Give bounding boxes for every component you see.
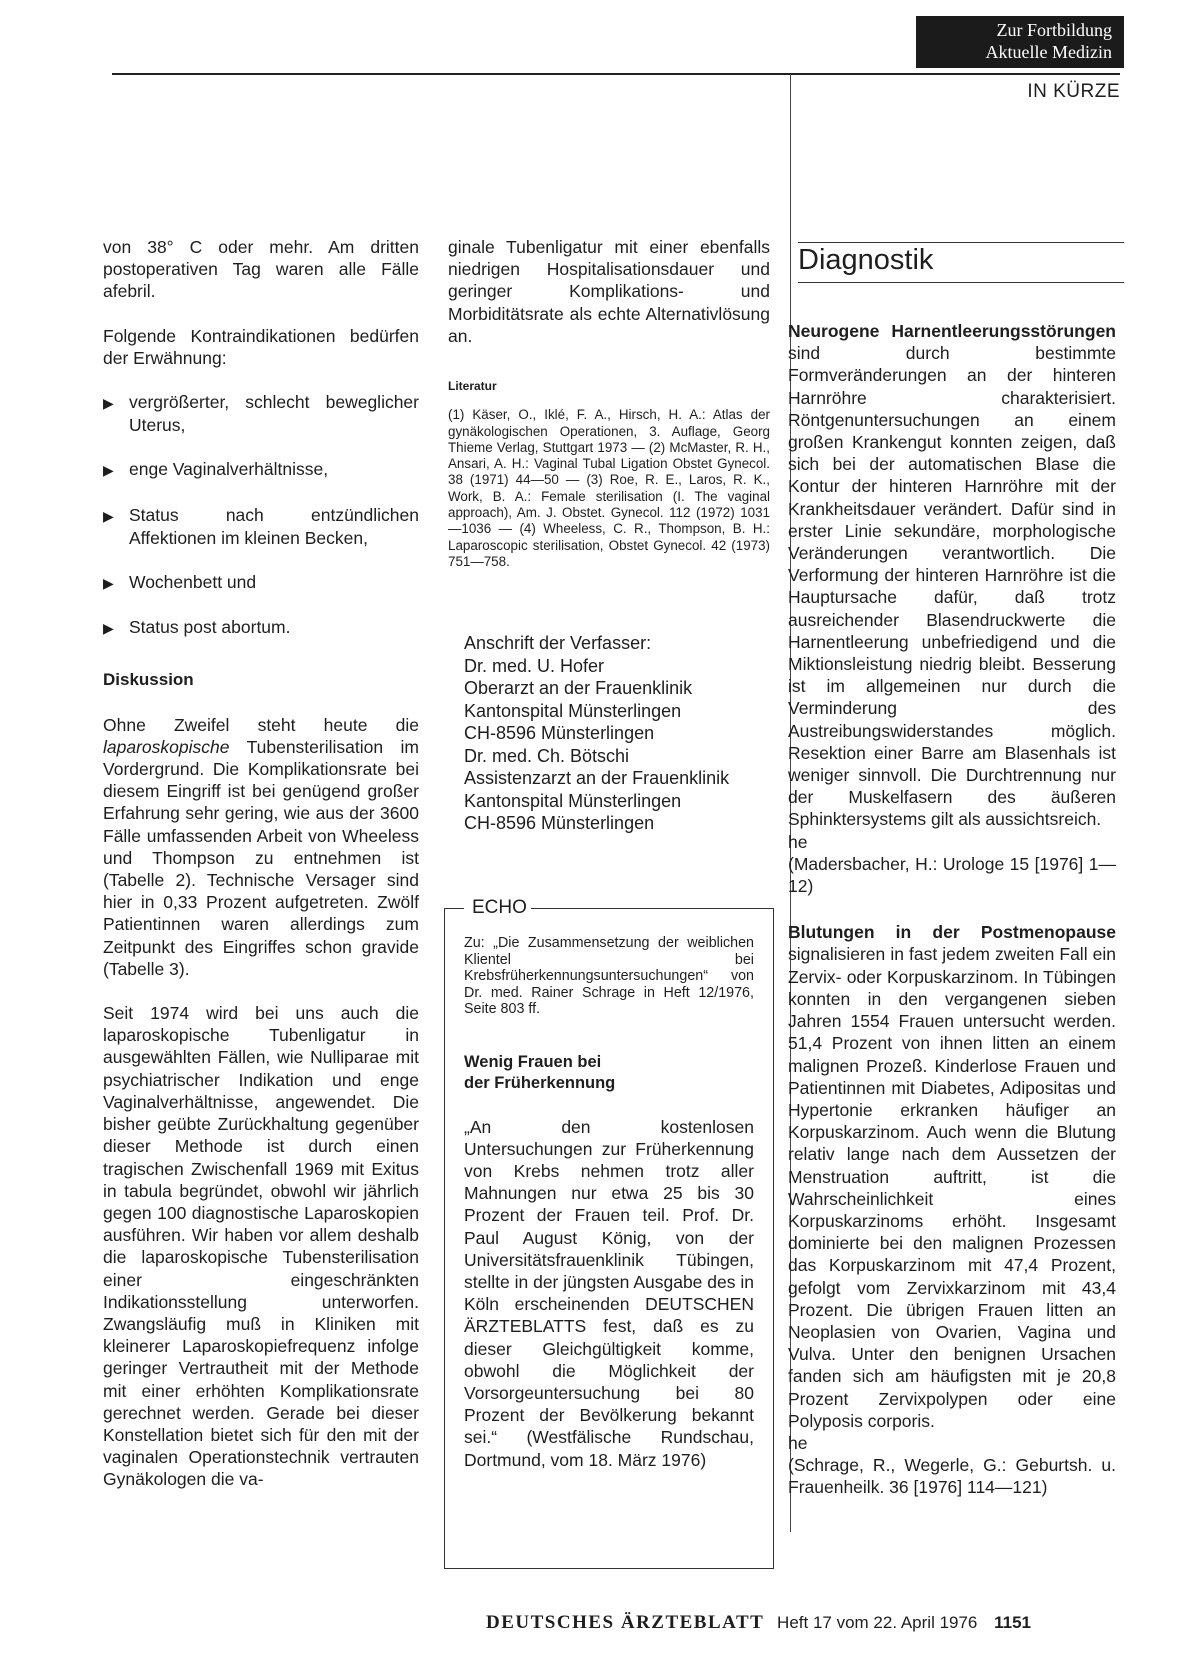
article-urology-heading: Neurogene Harnentleerungsstörungen	[788, 321, 1116, 341]
bullet-triangle-icon: ▶	[103, 620, 114, 637]
author-address	[464, 632, 774, 835]
col1-paragraph-1: von 38° C oder mehr. Am dritten postoperativen Tag waren alle Fälle afebril.	[103, 237, 419, 302]
article-postmenopause-reference: (Schrage, R., Wegerle, G.: Geburtsh. u. Frauenheilk. 36 [1976] 114—121)	[788, 1455, 1116, 1498]
section-label: IN KÜRZE	[1027, 81, 1120, 102]
diagnostik-rule-bottom	[798, 282, 1124, 283]
issue-info: Heft 17 vom 22. April 1976	[777, 1613, 978, 1632]
article-urology-signature: he	[788, 831, 808, 852]
diagnostik-rule-top	[798, 242, 1124, 243]
echo-intro: Zu: „Die Zusammensetzung der weiblichen Klientel bei Krebsfrüherkennungsuntersuchungen“ von Dr. med. Rainer Schrage in Heft 12/1976, Seite 803 ff.	[464, 935, 754, 1017]
bullet-triangle-icon: ▶	[103, 462, 114, 479]
column-2	[448, 236, 770, 570]
diagnostik-title: Diagnostik	[798, 244, 934, 276]
section-badge	[916, 16, 1124, 68]
discussion-heading: Diskussion	[103, 670, 194, 690]
bullet-item: ▶ enge Vaginalverhältnisse,	[103, 458, 419, 481]
address-line: Anschrift der Verfasser:	[464, 633, 652, 653]
col1-paragraph-2: Folgende Kontraindikationen bedürfen der Erwähnung:	[103, 325, 419, 368]
literature-heading: Literatur	[448, 379, 497, 394]
bullet-triangle-icon: ▶	[103, 507, 114, 524]
article-postmenopause: Blutungen in der Postmenopause signalisieren in fast jedem zweiten Fall ein Zervix- oder Korpuskarzinom. In Tübingen konnten in den vergangenen sieben Jahren 1554 Frauen untersucht werden. 51,4 Prozent von ihnen litten an einem malignen Prozeß. Kinderlose Frauen und Patientinnen mit Diabetes, Adipositas und Hypertonie erkranken häufiger an Korpuskarzinom. Auch wenn die Blutung relativ lange nach dem Aussetzen der Menstruation auftritt, ist die Wahrscheinlichkeit eines Korpuskarzinoms erhöht. Insgesamt dominierte bei den malignen Prozessen das Korpuskarzinom mit 47,4 Prozent, gefolgt vom Zervixkarzinom mit 43,4 Prozent. Die übrigen Frauen litten an Neoplasien von Ovarien, Vagina und Vulva. Unter den benignen Ursachen fanden sich am häufigsten mit je 20,8 Prozent Zervixpolypen oder eine Polyposis corporis.	[788, 922, 1116, 1431]
badge-line-2: Aktuelle Medizin	[985, 42, 1112, 62]
column-3	[788, 320, 1116, 1499]
column-1	[103, 236, 419, 1491]
address-line: Kantonspital Münsterlingen	[464, 700, 682, 721]
page-number: 1151	[994, 1613, 1032, 1632]
bullet-triangle-icon: ▶	[103, 575, 114, 592]
literature-list: (1) Käser, O., Iklé, F. A., Hirsch, H. A.: Atlas der gynäkologischen Operationen, 3. Auflage, Georg Thieme Verlag, Stuttgart 1973 — (2) McMaster, R. H., Ansari, A. H.: Vaginal Tubal Ligation Obstet Gynecol. 38 (1971) 44—50 — (3) Roe, R. E., Laros, R. K., Work, B. A.: Female sterilisation (I. The vaginal approach), Am. J. Obstet. Gynecol. 112 (1972) 1031—1036 — (4) Wheeless, C. R., Thompson, B. H.: Laparoscopic sterilisation, Obstet Gynecol. 42 (1973) 751—758.	[448, 407, 770, 569]
bullet-item: ▶ Wochenbett und	[103, 571, 419, 594]
page-footer	[486, 1612, 1031, 1634]
article-postmenopause-heading: Blutungen in der Postmenopause	[788, 922, 1116, 943]
echo-heading: Wenig Frauen bei der Früherkennung	[464, 1052, 616, 1092]
bullet-item: ▶ Status post abortum.	[103, 616, 419, 639]
address-line: CH-8596 Münsterlingen	[464, 723, 655, 743]
bullet-item: ▶ Status nach entzündlichen Affektionen im kleinen Becken,	[103, 504, 419, 548]
echo-label: ECHO	[468, 897, 531, 919]
masthead: DEUTSCHES ÄRZTEBLATT	[486, 1612, 765, 1633]
col1-paragraph-3: Ohne Zweifel steht heute die laparoskopische Tubensterilisation im Vordergrund. Die Komplikationsrate bei diesem Eingriff ist bei genügend großer Erfahrung sehr gering, wie aus der 3600 Fälle umfassenden Arbeit von Wheeless und Thompson zu entnehmen ist (Tabelle 2). Technische Versager sind hier in 0,33 Prozent aufgetreten. Zwölf Patientinnen waren allerdings zum Zeitpunkt des Eingriffes schon gravide (Tabelle 3).	[103, 714, 419, 979]
badge-line-1: Zur Fortbildung	[996, 20, 1112, 40]
article-urology: Neurogene Harnentleerungsstörungen sind durch bestimmte Formveränderungen an der hinteren Harnröhre charakterisiert. Röntgenuntersuchungen an einem großen Krankengut konnten zeigen, daß sich bei der automatischen Blase die Kontur der hinteren Harnröhre mit der Krankheitsdauer verändert. Dafür sind in erster Linie sekundäre, morphologische Veränderungen verantwortlich. Die Verformung der hinteren Harnröhre ist die Hauptursache dafür, daß trotz ausreichender Blasendruckwerte die Harnentleerung unbefriedigend und die Miktionsleistung niedrig bleibt. Besserung ist im allgemeinen nur durch die Verminderung des Austreibungswiderstandes möglich. Resektion einer Barre am Blasenhals ist weniger sinnvoll. Die Durchtrennung nur der Muskelfasern des äußeren Sphinktersystems gilt als aussichtsreich.	[788, 321, 1116, 830]
bullet-triangle-icon: ▶	[103, 395, 114, 412]
article-postmenopause-signature: he	[788, 1432, 808, 1453]
address-line: Dr. med. U. Hofer	[464, 655, 605, 676]
address-line: CH-8596 Münsterlingen	[464, 813, 655, 833]
echo-content	[464, 935, 754, 1471]
col2-paragraph-1: ginale Tubenligatur mit einer ebenfalls niedrigen Hospitalisationsdauer und geringer Komplikations- und Morbiditätsrate als echte Alternativlösung an.	[448, 237, 770, 346]
address-line: Oberarzt an der Frauenklinik	[464, 678, 693, 698]
address-line: Assistenzarzt an der Frauenklinik	[464, 768, 730, 788]
echo-box-top-rule	[530, 908, 773, 909]
address-line: Kantonspital Münsterlingen	[464, 790, 682, 811]
echo-quote: „An den kostenlosen Untersuchungen zur Früherkennung von Krebs nehmen trotz aller Mahnungen nur etwa 25 bis 30 Prozent der Frauen teil. Prof. Dr. Paul August König, von der Universitätsfrauenklinik Tübingen, stellte in der jüngsten Ausgabe des in Köln erscheinenden DEUTSCHEN ÄRZTEBLATTS fest, daß es zu dieser Gleichgültigkeit komme, obwohl die Möglichkeit der Vorsorgeuntersuchung bei 80 Prozent der Bevölkerung bekannt sei.“ (Westfälische Rundschau, Dortmund, vom 18. März 1976)	[464, 1116, 754, 1470]
header-rule	[112, 73, 1120, 75]
article-urology-reference: (Madersbacher, H.: Urologe 15 [1976] 1—12)	[788, 853, 1116, 897]
bullet-item: ▶ vergrößerter, schlecht beweglicher Uterus,	[103, 392, 419, 436]
echo-box-top-rule	[444, 908, 464, 909]
address-line: Dr. med. Ch. Bötschi	[464, 745, 630, 766]
col1-paragraph-4: Seit 1974 wird bei uns auch die laparoskopische Tubenligatur in ausgewählten Fällen, wie Nulliparae mit psychiatrischer Indikation und enge Vaginalverhältnisse, angewendet. Die bisher geübte Zurückhaltung gegenüber dieser Methode ist durch einen tragischen Zwischenfall 1969 mit Exitus in tabula begründet, obwohl wir jährlich gegen 100 diagnostische Laparoskopien ausführen. Wir haben vor allem deshalb die laparoskopische Tubensterilisation einer eingeschränkten Indikationsstellung unterworfen. Zwangsläufig muß in Kliniken mit kleinerer Laparoskopiefrequenz infolge geringer Vertrautheit mit der Methode mit einer erhöhten Komplikationsrate gerechnet werden. Gerade bei dieser Konstellation bietet sich für den mit der vaginalen Operationstechnik vertrauten Gynäkologen die va-	[103, 1003, 419, 1490]
